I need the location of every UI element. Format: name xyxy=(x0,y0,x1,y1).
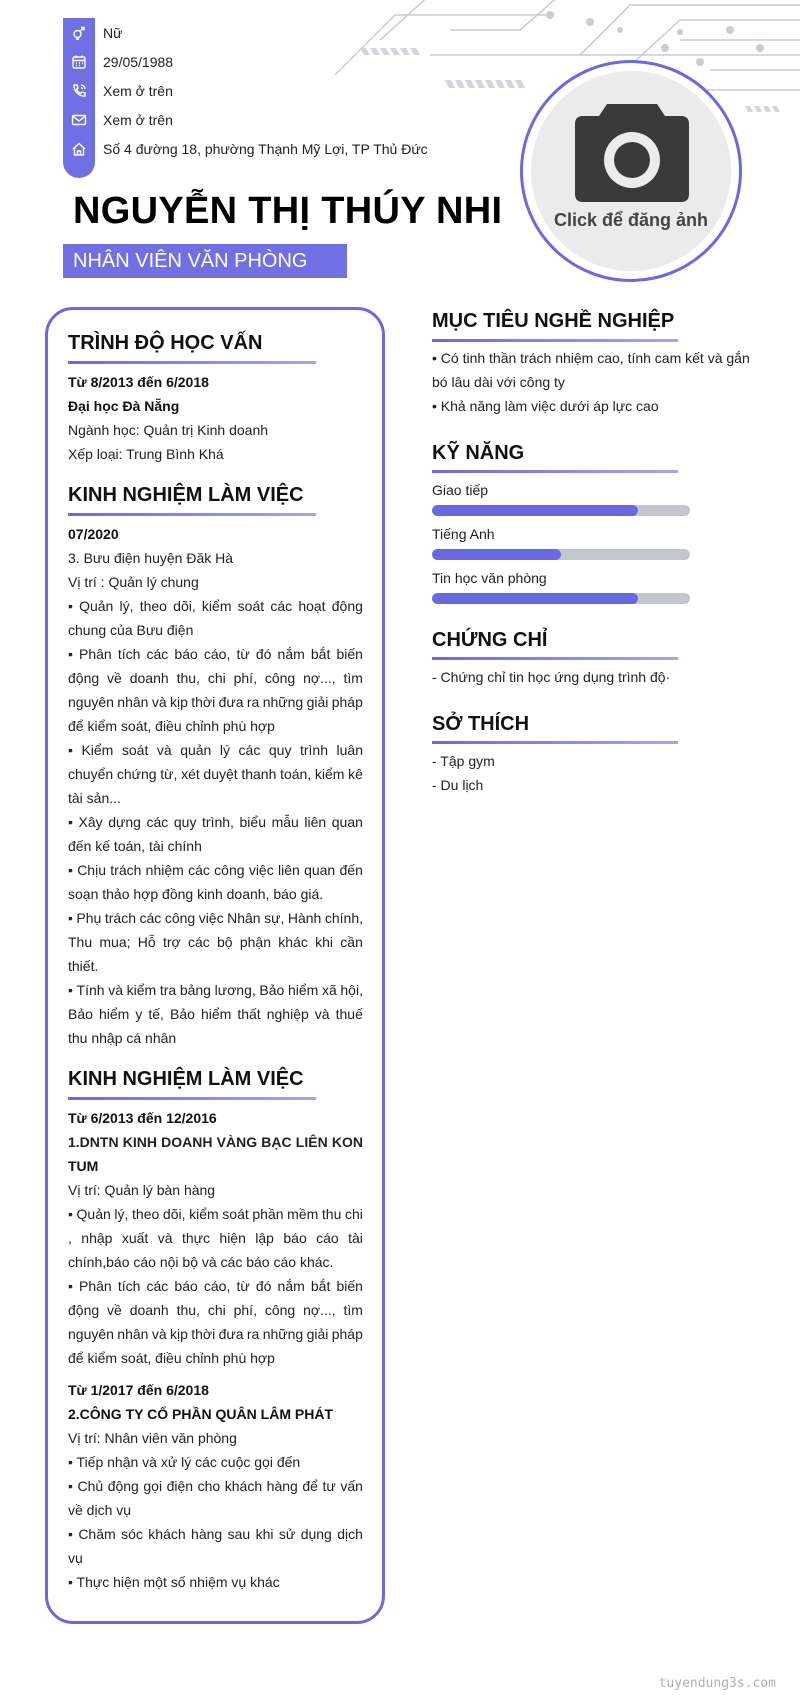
word: trình xyxy=(299,742,328,758)
word: khách xyxy=(224,1478,263,1494)
word: dõi, xyxy=(162,1206,186,1222)
word: nhiệm xyxy=(145,862,184,878)
hobbies-underline xyxy=(432,741,678,744)
word: các xyxy=(146,646,169,662)
word: các xyxy=(146,1278,169,1294)
word: công xyxy=(264,670,296,686)
description-line xyxy=(68,670,363,686)
word: tài xyxy=(348,1230,363,1246)
word: hoạt xyxy=(298,598,326,614)
word: bắt xyxy=(310,646,331,662)
description-line xyxy=(68,934,363,950)
word: phận xyxy=(239,934,272,950)
address-value: Số 4 đường 18, phường Thạnh Mỹ Lợi, TP Thủ Đức xyxy=(103,141,428,157)
word: dịch xyxy=(337,1526,363,1542)
dob-value: 29/05/1988 xyxy=(103,54,174,70)
skills-heading: KỸ NĂNG xyxy=(432,442,525,464)
exp1-company: 3. Bưu điện huyện Đăk Hà xyxy=(68,550,234,566)
word: việc xyxy=(248,862,274,878)
word: bắt xyxy=(310,1278,331,1294)
description-line: tài sản... xyxy=(68,790,121,806)
experience-underline-2 xyxy=(68,1097,316,1100)
word: những xyxy=(262,694,304,710)
word: công xyxy=(214,862,245,878)
word: giải xyxy=(306,1326,329,1342)
contact-email-row xyxy=(63,105,493,135)
word: chuyển xyxy=(68,766,114,782)
word: • xyxy=(68,814,73,830)
candidate-name: NGUYỄN THỊ THÚY NHI xyxy=(73,190,503,232)
email-value: Xem ở trên xyxy=(103,112,173,128)
word: soát xyxy=(121,742,149,758)
exp2-job2-company: 2.CÔNG TY CỔ PHẦN QUÂN LÂM PHÁT xyxy=(68,1406,333,1422)
description-line: về dịch vụ xyxy=(68,1502,132,1518)
footer-watermark: tuyendung3s.com xyxy=(658,1676,776,1691)
word: báo xyxy=(174,646,198,662)
word: DOANH xyxy=(161,1134,213,1150)
word: cáo, xyxy=(203,1278,231,1294)
contact-address-row xyxy=(63,134,493,164)
word: hiểm xyxy=(98,1006,130,1022)
word: nắm xyxy=(277,646,305,662)
objective-line: bó lâu dài với công ty xyxy=(432,374,565,390)
word: liên xyxy=(304,814,327,830)
word: KON xyxy=(331,1134,363,1150)
word: báo xyxy=(174,1278,198,1294)
word: trình, xyxy=(202,814,234,830)
description-line xyxy=(68,1006,363,1022)
word: chính, xyxy=(324,910,363,926)
contact-dob-row xyxy=(63,47,493,77)
word: đưa xyxy=(218,1326,244,1342)
certificates-heading: CHỨNG CHỈ xyxy=(432,629,548,651)
word: doanh xyxy=(129,1302,169,1318)
word: Tính xyxy=(76,982,105,998)
word: KINH xyxy=(122,1134,157,1150)
word: để xyxy=(302,1478,318,1494)
skill-label-office: Tin học văn phòng xyxy=(432,570,547,586)
word: xét xyxy=(181,766,200,782)
word: theo xyxy=(132,1206,160,1222)
education-heading: TRÌNH ĐỘ HỌC VẤN xyxy=(68,332,263,354)
word: phí, xyxy=(233,670,257,686)
word: nợ..., xyxy=(303,670,336,686)
word: thu, xyxy=(176,670,200,686)
word: lập xyxy=(255,1230,274,1246)
description-line xyxy=(68,814,363,830)
word: chứng xyxy=(116,766,157,782)
contact-gender-row xyxy=(63,18,493,48)
word: vấn xyxy=(340,1478,363,1494)
exp2-job2-position: Vị trí: Nhân viên văn phòng xyxy=(68,1430,237,1446)
word: phần xyxy=(252,1206,284,1222)
skills-underline xyxy=(432,470,678,473)
word: việc xyxy=(198,910,224,926)
objective-line: • Có tinh thần trách nhiệm cao, tính cam kết và gắn xyxy=(432,350,750,366)
word: tra xyxy=(159,982,177,998)
word: mẫu xyxy=(271,814,299,830)
word: quản xyxy=(180,742,212,758)
description-line xyxy=(68,982,363,998)
description-line xyxy=(68,1478,363,1494)
word: đưa xyxy=(218,694,244,710)
word: nợ..., xyxy=(303,1302,336,1318)
word: Chủ xyxy=(77,1478,104,1494)
word: và xyxy=(156,742,172,758)
objective-heading: MỤC TIÊU NGHỀ NGHIỆP xyxy=(432,310,675,332)
education-period: Từ 8/2013 đến 6/2018 xyxy=(68,374,209,390)
word: lương, xyxy=(214,982,256,998)
hobby-item: - Du lịch xyxy=(432,777,484,793)
word: kiểm xyxy=(314,766,345,782)
skill-fill xyxy=(432,505,638,516)
education-underline xyxy=(68,361,316,364)
word: Phụ xyxy=(76,910,102,926)
description-line: • Tiếp nhận và xử lý các cuộc gọi đến xyxy=(68,1454,301,1470)
word: mua; xyxy=(99,934,131,950)
word: tư xyxy=(322,1478,336,1494)
word: hiện xyxy=(219,1230,246,1246)
word: hội, xyxy=(340,982,363,998)
word: động xyxy=(68,1302,100,1318)
word: • xyxy=(68,982,73,998)
word: về xyxy=(107,670,122,686)
description-line: đến kế toán, tài chính xyxy=(68,838,202,854)
description-line xyxy=(68,1278,363,1294)
word: các xyxy=(188,862,210,878)
word: cho xyxy=(197,1478,221,1494)
word: Chăm xyxy=(78,1526,116,1542)
upload-photo-label[interactable]: Click để đăng ảnh xyxy=(553,210,709,230)
word: lý xyxy=(219,742,231,758)
word: khách xyxy=(148,1526,186,1542)
word: , xyxy=(68,1230,72,1246)
word: quan xyxy=(304,862,336,878)
word: công xyxy=(264,1302,296,1318)
education-major: Ngành học: Quản trị Kinh doanh xyxy=(68,422,269,438)
word: toán, xyxy=(280,766,312,782)
description-line xyxy=(68,1230,363,1246)
word: biến xyxy=(336,646,363,662)
word: quan xyxy=(331,814,363,830)
skill-label-communication: Giao tiếp xyxy=(432,482,489,498)
word: sử xyxy=(278,1526,296,1542)
description-line xyxy=(68,598,363,614)
word: thời xyxy=(191,1326,216,1342)
word: biểu xyxy=(239,814,266,830)
word: BẠC xyxy=(261,1134,292,1150)
word: khi xyxy=(255,1526,274,1542)
description-line xyxy=(68,1326,363,1342)
word: điện xyxy=(166,1478,194,1494)
word: tìm xyxy=(343,670,363,686)
word: nhân xyxy=(117,694,149,710)
description-line xyxy=(68,1526,363,1542)
calendar-icon xyxy=(63,54,95,70)
word: quy xyxy=(268,742,292,758)
skill-bar-english xyxy=(432,549,690,560)
description-line xyxy=(68,694,363,710)
word: liên xyxy=(278,862,300,878)
word: Kiểm xyxy=(81,742,114,758)
word: Bảo xyxy=(169,1006,195,1022)
word: doanh xyxy=(129,670,169,686)
word: • xyxy=(68,1478,73,1494)
word: Phân xyxy=(79,1278,112,1294)
hobbies-heading: SỞ THÍCH xyxy=(432,713,530,735)
word: • xyxy=(68,1206,73,1222)
word: Hỗ xyxy=(137,934,156,950)
word: 1.DNTN xyxy=(68,1134,119,1150)
skill-bar-office xyxy=(432,593,690,604)
skill-fill xyxy=(432,549,561,560)
word: cáo, xyxy=(203,646,231,662)
word: kiểm xyxy=(126,982,157,998)
exp2-job1-position: Vị trí: Quản lý bàn hàng xyxy=(68,1182,216,1198)
word: Hành xyxy=(287,910,322,926)
word: pháp xyxy=(331,1326,363,1342)
word: giải xyxy=(306,694,329,710)
description-line: vụ xyxy=(68,1550,83,1566)
word: luân xyxy=(336,742,363,758)
word: pháp xyxy=(331,694,363,710)
education-grade: Xếp loại: Trung Bình Khá xyxy=(68,446,224,462)
description-line xyxy=(68,646,363,662)
word: thanh xyxy=(241,766,277,782)
word: từ xyxy=(236,1278,250,1294)
word: động xyxy=(107,1478,139,1494)
word: ra xyxy=(246,694,260,710)
word: trách xyxy=(104,910,136,926)
word: dụng xyxy=(300,1526,332,1542)
word: Quản xyxy=(76,1206,111,1222)
word: duyệt xyxy=(203,766,238,782)
word: tế, xyxy=(148,1006,164,1022)
description-line: để kiểm soát, điều chỉnh phù hợp xyxy=(68,718,275,734)
word: Quản xyxy=(79,598,114,614)
word: kiểm xyxy=(201,598,232,614)
word: soát xyxy=(222,1206,249,1222)
word: tích xyxy=(117,1278,141,1294)
word: tích xyxy=(117,646,141,662)
word: soát xyxy=(237,598,265,614)
word: thực xyxy=(181,1230,210,1246)
exp2-job1-company xyxy=(68,1134,363,1150)
word: Nhân xyxy=(227,910,261,926)
gender-value: Nữ xyxy=(103,25,123,41)
description-line xyxy=(68,1302,363,1318)
word: từ, xyxy=(160,766,178,782)
word: Chịu xyxy=(77,862,106,878)
exp2-job2-period: Từ 1/2017 đến 6/2018 xyxy=(68,1382,209,1398)
word: tìm xyxy=(343,1302,363,1318)
word: kiểm xyxy=(189,1206,219,1222)
word: đó xyxy=(255,646,272,662)
word: thu xyxy=(321,1206,342,1222)
gender-icon xyxy=(63,25,95,41)
word: các xyxy=(187,934,210,950)
word: dõi, xyxy=(173,598,196,614)
exp1-position: Vị trí : Quản lý chung xyxy=(68,574,199,590)
word: xuất xyxy=(121,1230,149,1246)
description-line: • Thực hiện một số nhiệm vụ khác xyxy=(68,1574,280,1590)
word: • xyxy=(68,646,73,662)
word: trách xyxy=(110,862,142,878)
description-line xyxy=(68,862,363,878)
description-line xyxy=(68,1206,363,1222)
word: kịp xyxy=(169,694,188,710)
word: và xyxy=(157,1230,173,1246)
word: • xyxy=(68,910,73,926)
word: ra xyxy=(246,1326,260,1342)
word: chi xyxy=(345,1206,363,1222)
word: đó xyxy=(255,1278,272,1294)
word: nắm xyxy=(277,1278,305,1294)
objective-line: • Khả năng làm việc dưới áp lực cao xyxy=(432,398,659,414)
phone-icon xyxy=(63,83,95,99)
home-icon xyxy=(63,141,95,157)
word: và xyxy=(151,694,167,710)
word: đến xyxy=(339,862,363,878)
exp1-date: 07/2020 xyxy=(68,526,119,542)
word: kịp xyxy=(169,1326,188,1342)
word: Bảo xyxy=(259,982,285,998)
word: các xyxy=(270,598,293,614)
word: sóc xyxy=(121,1526,143,1542)
word: Thu xyxy=(68,934,93,950)
certificate-item: - Chứng chỉ tin học ứng dụng trình độ· xyxy=(432,669,671,685)
description-line: chung của Bưu điện xyxy=(68,622,194,638)
word: phí, xyxy=(233,1302,257,1318)
word: nghiệp xyxy=(266,1006,309,1022)
word: và xyxy=(151,1326,167,1342)
description-line xyxy=(68,742,363,758)
description-line: soạn thảo hợp đồng kinh doanh, báo giá. xyxy=(68,886,324,902)
word: sau xyxy=(227,1526,251,1542)
objective-underline xyxy=(432,339,678,342)
word: về xyxy=(107,1302,122,1318)
experience-heading-2: KINH NGHIỆM LÀM VIỆC xyxy=(68,1068,304,1090)
contact-phone-row xyxy=(63,76,493,106)
experience-heading-1: KINH NGHIỆM LÀM VIỆC xyxy=(68,484,304,506)
word: xã xyxy=(321,982,337,998)
word: nguyên xyxy=(68,1326,114,1342)
phone-value: Xem ở trên xyxy=(103,83,173,99)
word: lý, xyxy=(114,1206,129,1222)
word: hàng xyxy=(191,1526,223,1542)
word: và xyxy=(108,982,123,998)
word: • xyxy=(68,1526,73,1542)
word: lý, xyxy=(119,598,134,614)
hobby-item: - Tập gym xyxy=(432,753,495,769)
word: từ xyxy=(236,646,250,662)
word: gọi xyxy=(143,1478,163,1494)
word: các xyxy=(139,910,162,926)
word: cáo xyxy=(316,1230,339,1246)
skill-bar-communication xyxy=(432,505,690,516)
exp2-job1-company-cont: TUM xyxy=(68,1158,99,1174)
description-line xyxy=(68,910,363,926)
word: khác xyxy=(278,934,308,950)
word: nhập xyxy=(81,1230,113,1246)
word: • xyxy=(68,862,73,878)
word: những xyxy=(262,1326,304,1342)
word: khi xyxy=(315,934,334,950)
word: dựng xyxy=(108,814,141,830)
word: Xây xyxy=(78,814,103,830)
skill-fill xyxy=(432,593,638,604)
job-title-band: NHÂN VIÊN VĂN PHÒNG xyxy=(63,244,347,278)
word: các xyxy=(146,814,169,830)
education-school: Đại học Đà Nẵng xyxy=(68,398,180,414)
description-line: thiết. xyxy=(68,958,99,974)
word: LIÊN xyxy=(295,1134,328,1150)
word: các xyxy=(238,742,261,758)
word: bộ xyxy=(217,934,233,950)
word: nhân xyxy=(117,1326,149,1342)
word: trợ xyxy=(162,934,181,950)
word: thất xyxy=(237,1006,261,1022)
word: • xyxy=(68,598,73,614)
skill-label-english: Tiếng Anh xyxy=(432,526,495,542)
word: kê xyxy=(348,766,363,782)
word: thời xyxy=(191,694,216,710)
camera-icon[interactable] xyxy=(573,100,691,206)
word: thuế xyxy=(335,1006,363,1022)
word: hiểm xyxy=(287,982,319,998)
word: • xyxy=(68,742,73,758)
word: quy xyxy=(173,814,197,830)
word: chi xyxy=(207,1302,226,1318)
description-line: thu nhập cá nhân xyxy=(68,1030,177,1046)
word: động xyxy=(68,670,100,686)
word: động xyxy=(331,598,363,614)
word: chi xyxy=(207,670,226,686)
word: hiểm xyxy=(200,1006,232,1022)
word: Phân xyxy=(79,646,112,662)
word: cần xyxy=(340,934,363,950)
word: thu, xyxy=(176,1302,200,1318)
word: biến xyxy=(336,1278,363,1294)
description-line: chính,báo cáo nội bộ và các báo cáo khác. xyxy=(68,1254,334,1270)
word: báo xyxy=(283,1230,307,1246)
description-line xyxy=(68,766,363,782)
word: hàng xyxy=(266,1478,298,1494)
word: nguyên xyxy=(68,694,114,710)
word: VÀNG xyxy=(216,1134,258,1150)
word: và xyxy=(314,1006,330,1022)
word: công xyxy=(164,910,196,926)
word: Bảo xyxy=(68,1006,93,1022)
experience-underline-1 xyxy=(68,513,316,516)
mail-icon xyxy=(63,112,95,128)
word: bảng xyxy=(179,982,211,998)
exp2-job1-period: Từ 6/2013 đến 12/2016 xyxy=(68,1110,217,1126)
word: • xyxy=(68,1278,73,1294)
word: mềm xyxy=(287,1206,319,1222)
word: theo xyxy=(139,598,167,614)
word: y xyxy=(135,1006,143,1022)
description-line: để kiểm soát, điều chỉnh phù hợp xyxy=(68,1350,275,1366)
certificates-underline xyxy=(432,657,678,660)
word: sự, xyxy=(264,910,285,926)
